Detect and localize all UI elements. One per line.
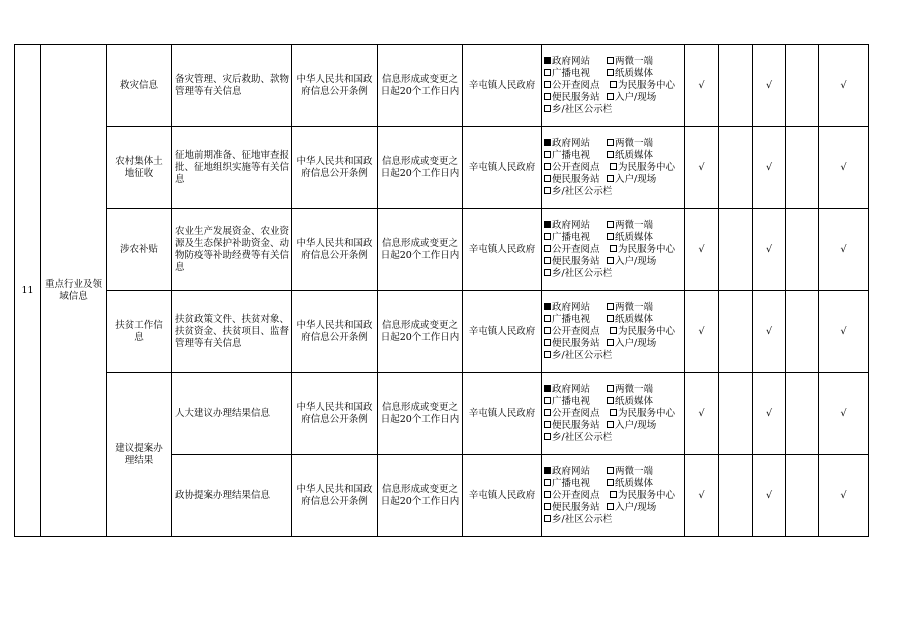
check-mark-icon: √ (765, 79, 773, 91)
channel-label: 入户/现场 (615, 337, 657, 349)
check-mark-icon: √ (698, 79, 705, 91)
channels-cell (542, 291, 685, 373)
basis-cell: 中华人民共和国政府信息公开条例 (292, 127, 378, 209)
subject-cell: 辛屯镇人民政府 (463, 127, 542, 209)
channel-label: 乡/社区公示栏 (552, 103, 613, 115)
checkbox-icon (544, 245, 551, 252)
checkbox-icon (607, 467, 614, 474)
channel-label: 广播电视 (552, 67, 591, 79)
checkbox-icon (544, 491, 551, 498)
channel-label: 为民服务中心 (618, 489, 676, 501)
content-cell: 农业生产发展资金、农业资源及生态保护补助资金、动物防疫等补助经费等有关信息 (172, 209, 292, 291)
checkbox-icon (610, 491, 617, 498)
deadline-cell: 信息形成或变更之日起20个工作日内 (378, 209, 463, 291)
channel-label: 政府网站 (552, 55, 591, 67)
empty-cell (719, 291, 753, 373)
check-mark-cell (819, 209, 869, 291)
check-mark-icon: √ (765, 243, 773, 255)
checkbox-icon (544, 269, 551, 276)
check-mark-icon: √ (765, 161, 773, 173)
check-mark-icon: √ (698, 407, 705, 419)
checkbox-icon (610, 409, 617, 416)
checkbox-icon (607, 57, 614, 64)
channel-label: 便民服务站 (552, 337, 600, 349)
checkbox-icon (544, 515, 551, 522)
channel-label: 政府网站 (552, 383, 591, 395)
checked-box-icon (544, 303, 551, 310)
content-cell: 征地前期准备、征地审查报批、征地组织实施等有关信息 (172, 127, 292, 209)
channel-label: 政府网站 (552, 465, 591, 477)
channel-label: 纸质媒体 (615, 231, 654, 243)
channel-label: 政府网站 (552, 137, 591, 149)
check-mark-cell (819, 45, 869, 127)
check-mark-cell (753, 127, 786, 209)
channel-label: 两微一端 (615, 219, 654, 231)
channel-label: 为民服务中心 (618, 161, 676, 173)
empty-cell (786, 291, 819, 373)
table-row (15, 45, 869, 127)
channel-label: 乡/社区公示栏 (552, 431, 613, 443)
checkbox-icon (607, 257, 614, 264)
deadline-cell: 信息形成或变更之日起20个工作日内 (378, 455, 463, 537)
channel-label: 两微一端 (615, 465, 654, 477)
channel-label: 便民服务站 (552, 419, 600, 431)
empty-cell (786, 45, 819, 127)
channel-label: 为民服务中心 (618, 407, 676, 419)
check-mark-cell (753, 45, 786, 127)
check-mark-cell (819, 455, 869, 537)
checkbox-icon (607, 315, 614, 322)
check-mark-cell (685, 291, 719, 373)
checkbox-icon (544, 257, 551, 264)
empty-cell (786, 209, 819, 291)
checkbox-icon (607, 303, 614, 310)
channel-label: 纸质媒体 (615, 67, 654, 79)
checkbox-icon (544, 233, 551, 240)
check-mark-cell (753, 373, 786, 455)
empty-cell (719, 45, 753, 127)
checkbox-icon (544, 81, 551, 88)
channel-label: 两微一端 (615, 137, 654, 149)
channel-label: 纸质媒体 (615, 395, 654, 407)
content-cell: 政协提案办理结果信息 (172, 455, 292, 537)
checkbox-icon (607, 339, 614, 346)
checkbox-icon (607, 151, 614, 158)
checked-box-icon (544, 467, 551, 474)
checkbox-icon (610, 163, 617, 170)
table-row (15, 291, 869, 373)
item-name-cell: 救灾信息 (107, 45, 172, 127)
channel-label: 入户/现场 (615, 501, 657, 513)
subject-cell: 辛屯镇人民政府 (463, 455, 542, 537)
checkbox-icon (544, 503, 551, 510)
check-mark-cell (685, 373, 719, 455)
check-mark-cell (819, 373, 869, 455)
channels-cell (542, 45, 685, 127)
checkbox-icon (544, 479, 551, 486)
check-mark-cell (753, 209, 786, 291)
checkbox-icon (607, 479, 614, 486)
check-mark-cell (753, 455, 786, 537)
checkbox-icon (544, 69, 551, 76)
deadline-cell: 信息形成或变更之日起20个工作日内 (378, 45, 463, 127)
checked-box-icon (544, 221, 551, 228)
channel-label: 乡/社区公示栏 (552, 267, 613, 279)
check-mark-cell (819, 127, 869, 209)
table-row (15, 373, 869, 455)
checkbox-icon (607, 385, 614, 392)
empty-cell (786, 455, 819, 537)
checkbox-icon (607, 503, 614, 510)
channel-label: 广播电视 (552, 231, 591, 243)
channel-label: 入户/现场 (615, 255, 657, 267)
check-mark-icon: √ (840, 79, 847, 91)
check-mark-cell (685, 127, 719, 209)
checkbox-icon (544, 339, 551, 346)
disclosure-table (14, 44, 869, 537)
check-mark-cell (685, 455, 719, 537)
checkbox-icon (610, 327, 617, 334)
checked-box-icon (544, 57, 551, 64)
checkbox-icon (607, 397, 614, 404)
channel-label: 乡/社区公示栏 (552, 513, 613, 525)
check-mark-icon: √ (765, 325, 773, 337)
checkbox-icon (544, 105, 551, 112)
empty-cell (786, 373, 819, 455)
checkbox-icon (610, 245, 617, 252)
content-cell: 扶贫政策文件、扶贫对象、扶贫资金、扶贫项目、监督管理等有关信息 (172, 291, 292, 373)
basis-cell: 中华人民共和国政府信息公开条例 (292, 209, 378, 291)
channel-label: 便民服务站 (552, 501, 600, 513)
channel-label: 公开查阅点 (552, 407, 600, 419)
checkbox-icon (607, 93, 614, 100)
subject-cell: 辛屯镇人民政府 (463, 45, 542, 127)
channel-label: 广播电视 (552, 477, 591, 489)
table-row (15, 127, 869, 209)
checkbox-icon (544, 409, 551, 416)
channel-label: 广播电视 (552, 149, 591, 161)
check-mark-icon: √ (840, 325, 847, 337)
checkbox-icon (610, 81, 617, 88)
empty-cell (719, 455, 753, 537)
checkbox-icon (544, 163, 551, 170)
check-mark-cell (685, 45, 719, 127)
checkbox-icon (607, 69, 614, 76)
check-mark-cell (685, 209, 719, 291)
channel-label: 两微一端 (615, 55, 654, 67)
channel-label: 为民服务中心 (618, 325, 676, 337)
empty-cell (719, 127, 753, 209)
checkbox-icon (607, 421, 614, 428)
checkbox-icon (544, 397, 551, 404)
channel-label: 两微一端 (615, 383, 654, 395)
deadline-cell: 信息形成或变更之日起20个工作日内 (378, 291, 463, 373)
channels-cell (542, 455, 685, 537)
channels-cell (542, 373, 685, 455)
check-mark-icon: √ (840, 243, 847, 255)
check-mark-cell (753, 291, 786, 373)
basis-cell: 中华人民共和国政府信息公开条例 (292, 45, 378, 127)
table-row (15, 209, 869, 291)
channel-label: 两微一端 (615, 301, 654, 313)
channel-label: 政府网站 (552, 219, 591, 231)
check-mark-cell (819, 291, 869, 373)
deadline-cell: 信息形成或变更之日起20个工作日内 (378, 373, 463, 455)
check-mark-icon: √ (840, 407, 847, 419)
item-name-cell: 建议提案办理结果 (107, 373, 172, 537)
channel-label: 广播电视 (552, 313, 591, 325)
basis-cell: 中华人民共和国政府信息公开条例 (292, 291, 378, 373)
item-name-cell: 扶贫工作信息 (107, 291, 172, 373)
basis-cell: 中华人民共和国政府信息公开条例 (292, 455, 378, 537)
subject-cell: 辛屯镇人民政府 (463, 373, 542, 455)
category-cell: 重点行业及领域信息 (41, 45, 107, 537)
channel-label: 公开查阅点 (552, 161, 600, 173)
checkbox-icon (544, 315, 551, 322)
channel-label: 便民服务站 (552, 255, 600, 267)
checkbox-icon (544, 421, 551, 428)
checkbox-icon (607, 233, 614, 240)
deadline-cell: 信息形成或变更之日起20个工作日内 (378, 127, 463, 209)
content-cell: 备灾管理、灾后救助、款物管理等有关信息 (172, 45, 292, 127)
channel-label: 乡/社区公示栏 (552, 185, 613, 197)
checkbox-icon (544, 351, 551, 358)
checked-box-icon (544, 385, 551, 392)
channel-label: 入户/现场 (615, 173, 657, 185)
checkbox-icon (607, 221, 614, 228)
item-name-cell: 涉农补贴 (107, 209, 172, 291)
channel-label: 公开查阅点 (552, 243, 600, 255)
checkbox-icon (544, 151, 551, 158)
check-mark-icon: √ (765, 489, 773, 501)
subject-cell: 辛屯镇人民政府 (463, 209, 542, 291)
item-name-cell: 农村集体土地征收 (107, 127, 172, 209)
checked-box-icon (544, 139, 551, 146)
channel-label: 为民服务中心 (618, 243, 676, 255)
subject-cell: 辛屯镇人民政府 (463, 291, 542, 373)
channels-cell (542, 127, 685, 209)
checkbox-icon (544, 187, 551, 194)
channel-label: 纸质媒体 (615, 313, 654, 325)
channel-label: 便民服务站 (552, 173, 600, 185)
check-mark-icon: √ (698, 489, 705, 501)
checkbox-icon (607, 139, 614, 146)
row-number: 11 (15, 45, 41, 537)
channel-label: 乡/社区公示栏 (552, 349, 613, 361)
empty-cell (719, 373, 753, 455)
channel-label: 广播电视 (552, 395, 591, 407)
channel-label: 为民服务中心 (618, 79, 676, 91)
channel-label: 公开查阅点 (552, 325, 600, 337)
empty-cell (786, 127, 819, 209)
channel-label: 纸质媒体 (615, 477, 654, 489)
channel-label: 政府网站 (552, 301, 591, 313)
check-mark-icon: √ (840, 161, 847, 173)
check-mark-icon: √ (698, 325, 705, 337)
checkbox-icon (544, 93, 551, 100)
channel-label: 入户/现场 (615, 91, 657, 103)
content-cell: 人大建议办理结果信息 (172, 373, 292, 455)
channel-label: 公开查阅点 (552, 79, 600, 91)
check-mark-icon: √ (765, 407, 773, 419)
basis-cell: 中华人民共和国政府信息公开条例 (292, 373, 378, 455)
channel-label: 纸质媒体 (615, 149, 654, 161)
checkbox-icon (544, 327, 551, 334)
check-mark-icon: √ (698, 243, 705, 255)
empty-cell (719, 209, 753, 291)
channel-label: 公开查阅点 (552, 489, 600, 501)
check-mark-icon: √ (840, 489, 847, 501)
channel-label: 便民服务站 (552, 91, 600, 103)
checkbox-icon (607, 175, 614, 182)
check-mark-icon: √ (698, 161, 705, 173)
checkbox-icon (544, 175, 551, 182)
channel-label: 入户/现场 (615, 419, 657, 431)
channels-cell (542, 209, 685, 291)
checkbox-icon (544, 433, 551, 440)
